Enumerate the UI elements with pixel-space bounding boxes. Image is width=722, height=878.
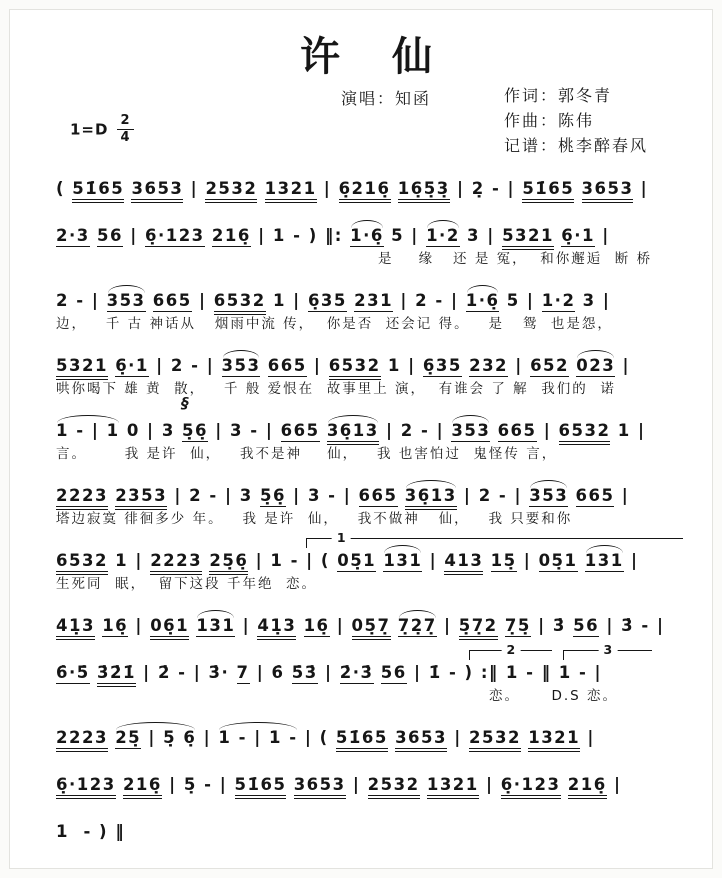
byline-row [56, 80, 682, 164]
score-line [56, 166, 682, 204]
sixteenth-beam: 6̣·123 [500, 775, 561, 794]
eighth-beam: 232 [469, 356, 509, 375]
sixteenth-beam: 3653 [131, 179, 184, 198]
eighth-beam: 6̣35 [307, 291, 347, 310]
lyrics-row: 是 缘 还 是 冤， 和你邂逅 断 桥 [378, 251, 653, 267]
time-signature [117, 114, 133, 146]
lyrics-row: 塔边寂寞 徘徊多少 年。 我 是许 仙， 我不做神 仙， 我 只要和你 [56, 511, 573, 527]
sixteenth-beam: 216̣ [567, 775, 607, 794]
eighth-beam: 1·2 [426, 226, 460, 245]
sixteenth-beam: 25̣6̣ [209, 551, 249, 570]
performer-label: 演唱： [341, 89, 396, 108]
credit-label: 作曲： [504, 110, 559, 130]
eighth-beam: 023 [576, 356, 616, 375]
eighth-beam: 665 [267, 356, 307, 375]
notation-row: 6532 1 | 2223 25̣6̣ | 1 - | ( 05̣1 131 | 413 15̣ | 05̣1 131 | [56, 551, 639, 570]
score-line [56, 715, 682, 753]
eighth-beam: 56 [380, 663, 407, 682]
sixteenth-beam: 51̇65 [522, 179, 575, 198]
credits-block [504, 84, 648, 158]
sixteenth-beam: 06̣1 [150, 616, 190, 635]
sheet-paper [9, 9, 713, 869]
credit-value: 郭冬青 [558, 86, 613, 105]
lyrics-row: 哄你喝下 雄 黄 散， 千 般 爱恨在 故事里上 演， 有谁会 了 解 我们的 诺 [56, 381, 616, 397]
notation-row: 1 - | 1 0 | 3 5̣6̣ | 3 - | 665 36̣13 | 2 - | 353 665 | 6532 1 | [56, 421, 646, 440]
sixteenth-beam: 1321 [528, 728, 581, 747]
eighth-beam: 5̇3̇ [291, 663, 318, 682]
sixteenth-beam: 51̇65 [234, 775, 287, 794]
sixteenth-beam: 2223 [150, 551, 203, 570]
credit-line-lyricist [504, 84, 648, 109]
sixteenth-beam: 2532 [469, 728, 521, 747]
key-signature-text: 1=D [70, 120, 109, 139]
score-line [56, 213, 682, 269]
sixteenth-beam: 51̇65 [72, 179, 125, 198]
slur-arc [383, 551, 422, 570]
eighth-beam: 665 [575, 486, 615, 505]
sixteenth-beam: 2353 [115, 486, 168, 505]
eighth-beam: 231 [354, 291, 394, 310]
key-signature [70, 114, 134, 146]
sixteenth-beam: 51̇65 [335, 728, 388, 747]
sixteenth-beam: 05̣7̣ [351, 616, 391, 635]
sixteenth-beam: 41̣3 [257, 616, 297, 635]
eighth-beam: 56 [573, 616, 600, 635]
notation-row: 2223 2353 | 2 - | 3 5̣6̣ | 3 - | 665 36̣13 | 2 - | 353 665 | [56, 486, 630, 505]
score-line [56, 394, 682, 464]
sixteenth-beam: 41̣3 [56, 616, 95, 635]
eighth-beam: 16̣ [102, 616, 129, 635]
sixteenth-beam: 6̣·123 [56, 775, 116, 794]
eighth-beam: 05̣1 [337, 551, 377, 570]
eighth-beam: 15̣ [490, 551, 517, 570]
eighth-beam: 131 [383, 551, 423, 570]
sixteenth-beam: 5321 [56, 356, 108, 375]
eighth-beam: 6̣35 [422, 356, 462, 375]
performer-name: 知函 [395, 89, 432, 108]
score-line [56, 473, 682, 529]
time-signature-bottom: 4 [120, 130, 131, 146]
eighth-beam: 25̣ [115, 728, 142, 747]
sixteenth-beam: 6532 [213, 291, 266, 310]
notation-row: 1 - ) ‖ [56, 822, 126, 841]
credit-line-composer [504, 109, 648, 134]
eighth-beam: 665 [497, 421, 537, 440]
notation-row: 41̣3 16̣ | 06̣1 131 | 41̣3 16̣ | 05̣7̣ 7̣2̣7̣ | 5̣7̣2 7̣5̣ | 3̇ 56 | 3̇ - | [56, 616, 665, 635]
slur-arc [196, 616, 235, 635]
eighth-beam: 7 [236, 663, 250, 682]
eighth-beam: 652 [530, 356, 570, 375]
slur-arc [576, 356, 615, 375]
credit-value: 陈伟 [558, 110, 595, 130]
eighth-beam: 6̣·1 [561, 226, 595, 245]
eighth-beam: 216̣ [211, 226, 251, 245]
notation-row: 2223 25̣ | 5̣ 6̣ | 1 - | 1 - | ( 51̇65 3653 | 2532 1321 | [56, 728, 595, 747]
credit-value: 桃李醉春风 [558, 135, 649, 155]
time-signature-top: 2 [117, 114, 133, 130]
sixteenth-beam: 216̣ [122, 775, 162, 794]
sixteenth-beam: 1321 [426, 775, 479, 794]
sixteenth-beam: 16̣5̣3̣ [397, 179, 450, 198]
slur-arc [405, 486, 457, 505]
eighth-beam: 665 [152, 291, 192, 310]
eighth-beam: 56 [96, 226, 123, 245]
notation-row: 5321 6̣·1 | 2 - | 353 665 | 6532 1 | 6̣35 232 | 652 023 | [56, 356, 630, 375]
score-line [56, 343, 682, 399]
volta-number: 3 [599, 642, 618, 657]
sixteenth-beam: 3653 [395, 728, 448, 747]
score-line [56, 762, 682, 800]
eighth-beam: 5̣6̣ [182, 421, 209, 440]
eighth-beam: 131 [584, 551, 624, 570]
sixteenth-beam: 6̣216̣ [338, 179, 391, 198]
eighth-beam: 1·6̣ [350, 226, 384, 245]
notation-row: 2 - | 353 665 | 6532 1 | 6̣35 231 | 2 - | 1·6̣ 5 | 1·2 3 | [56, 291, 611, 310]
score-line [56, 278, 682, 334]
sixteenth-beam: 2532 [367, 775, 420, 794]
slur-arc [327, 421, 379, 440]
sixteenth-beam: 6532 [56, 551, 108, 570]
slur-arc [350, 226, 384, 245]
eighth-beam: 2·3 [56, 226, 90, 245]
slur-arc [451, 421, 490, 440]
slur-arc: 1 - | 1 - [218, 728, 298, 747]
slur-arc: 25̣ | 5̣ 6̣ [115, 728, 197, 747]
score-line [56, 642, 682, 706]
volta-bracket [563, 642, 652, 660]
slur-arc [222, 356, 261, 375]
eighth-beam: 6̣·123 [144, 226, 205, 245]
score-line [56, 809, 682, 847]
lyrics-row: 恋。 D.S 恋。 [489, 688, 619, 704]
eighth-beam: 05̣1 [538, 551, 578, 570]
slur-arc: 1 - | 1 [56, 421, 120, 440]
eighth-beam: 2̇·3̇ [339, 663, 374, 682]
notation-row: 6̇·5̇ 3̇2̇1̇ | 2̇ - | 3̇· 7 | 6̇ 5̇3̇ | 2̇·3̇ 56 | 1̇ - ) :‖ 1 - ‖ 1 - | [56, 663, 603, 682]
slur-arc [398, 616, 437, 635]
score-line [56, 603, 682, 641]
eighth-beam: 7̣2̣7̣ [397, 616, 437, 635]
credit-label: 作词： [504, 86, 559, 105]
slur-arc [426, 226, 460, 245]
volta-bracket [306, 530, 683, 548]
notation-row: 6̣·123 216̣ | 5̣ - | 51̇65 3653 | 2532 1321 | 6̣·123 216̣ | [56, 775, 622, 794]
sixteenth-beam: 1321 [264, 179, 317, 198]
sixteenth-beam: 2223 [56, 728, 108, 747]
notation-row: 2·3 56 | 6̣·123 216̣ | 1 - ) ‖: 1·6̣ 5 | 1·2 3 | 5321 6̣·1 | [56, 226, 610, 245]
credit-line-transcriber [504, 134, 648, 159]
eighth-beam: 665 [280, 421, 320, 440]
sixteenth-beam: 3653 [581, 179, 634, 198]
score-body [56, 166, 682, 847]
sixteenth-beam: 2223 [56, 486, 108, 505]
eighth-beam: 131 [196, 616, 236, 635]
eighth-beam: 6̣·1 [115, 356, 149, 375]
eighth-beam: 1·2 [541, 291, 576, 310]
eighth-beam: 353 [451, 421, 491, 440]
credit-label: 记谱： [504, 135, 559, 155]
eighth-beam: 665 [358, 486, 398, 505]
eighth-beam: 353 [221, 356, 261, 375]
sixteenth-beam: 3̇2̇1̇ [96, 663, 136, 682]
slur-arc [585, 551, 624, 570]
sixteenth-beam: 6532 [328, 356, 381, 375]
eighth-beam: 16̣ [303, 616, 330, 635]
volta-number: 1 [332, 530, 351, 545]
sixteenth-beam: 36̣13 [326, 421, 379, 440]
eighth-beam: 6̇·5̇ [56, 663, 90, 682]
eighth-beam: 5̣6̣ [259, 486, 286, 505]
lyrics-row: 言。 我 是许 仙， 我不是神 仙， 我 也害怕过 鬼怪传 言， [56, 446, 558, 462]
lyrics-row: 边， 千 古 神话从 烟雨中流 传， 你是否 还会记 得。 是 鸳 也是怨， [56, 316, 613, 332]
slur-arc [107, 291, 146, 310]
song-title: 许 仙 [300, 33, 438, 80]
lyrics-row: 生死同 眠， 留下这段 千年绝 恋。 [56, 576, 318, 592]
slur-arc [466, 291, 500, 310]
slur-arc [529, 486, 568, 505]
sixteenth-beam: 5̣7̣2 [458, 616, 498, 635]
sixteenth-beam: 2532 [205, 179, 258, 198]
sixteenth-beam: 5321 [502, 226, 554, 245]
eighth-beam: 353 [529, 486, 569, 505]
sixteenth-beam: 36̣13 [404, 486, 457, 505]
segno-icon: § [181, 394, 189, 412]
eighth-beam: 1·6̣ [465, 291, 500, 310]
sixteenth-beam: 413 [444, 551, 484, 570]
volta-bracket [469, 642, 551, 660]
notation-row: ( 51̇65 3653 | 2532 1321 | 6̣216̣ 16̣5̣3̣ | 2̣ - | 51̇65 3653 | [56, 179, 649, 198]
sixteenth-beam: 3653 [293, 775, 346, 794]
eighth-beam: 7̣5̣ [504, 616, 531, 635]
eighth-beam: 353 [106, 291, 146, 310]
score-line [56, 530, 682, 594]
volta-number: 2 [501, 642, 520, 657]
performer-line [341, 86, 431, 109]
sixteenth-beam: 6532 [558, 421, 611, 440]
